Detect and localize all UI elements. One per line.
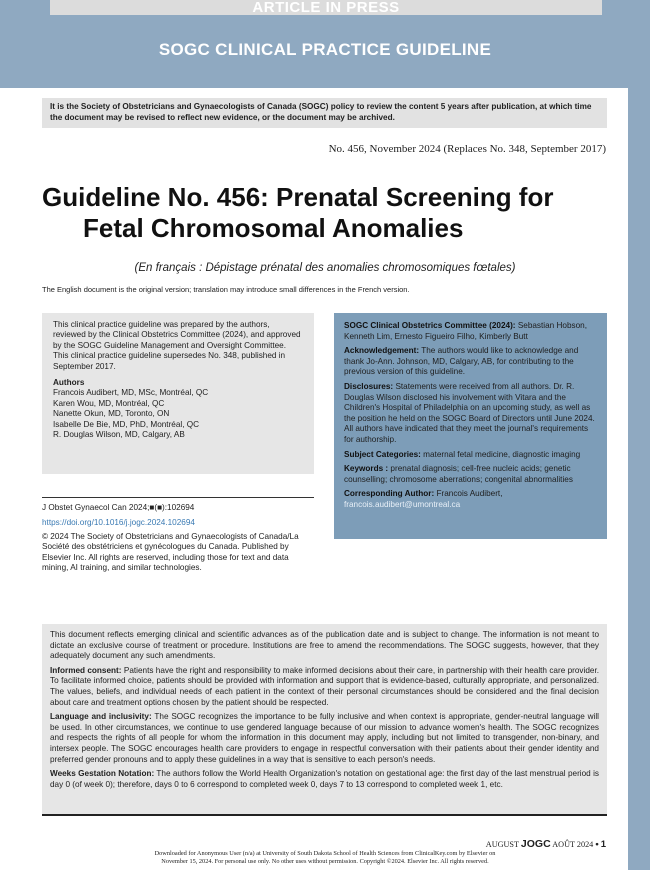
language-paragraph xyxy=(50,712,599,765)
acknowledgement-text: The authors would like to acknowledge and thank Jo-Ann. Johnson, MD, Calgary, AB, for contributing to the previous version of this guideline. xyxy=(344,346,579,377)
page-number: 1 xyxy=(600,839,606,850)
disclosures-text: Statements were received from all authors. Dr. R. Douglas Wilson disclosed his involvement with Vitara and the Children's Hospital of Philadelphia on an upcoming study, as well as the position he held on the SOGC Board of Directors until June 2024. All authors have indicated that they meet the journal's requirements for authorship. xyxy=(344,381,595,444)
acknowledgement-paragraph xyxy=(344,346,597,378)
author-item: R. Douglas Wilson, MD, Calgary, AB xyxy=(53,430,185,440)
download-line-2: November 15, 2024. For personal use only. No other uses without permission. Copyright ©2024. Elsevier Inc. All rights reserved. xyxy=(161,858,489,865)
subject-text: maternal fetal medicine, diagnostic imaging xyxy=(423,449,581,459)
journal-citation: J Obstet Gynaecol Can 2024;■(■):102694 xyxy=(42,503,195,512)
committee-info-box xyxy=(334,313,607,539)
corresponding-text: Francois Audibert, xyxy=(436,489,503,499)
author-item: Francois Audibert, MD, MSc, Montréal, QC xyxy=(53,388,209,398)
page-title xyxy=(42,182,602,244)
disclosures-paragraph xyxy=(344,382,597,446)
doi-link[interactable]: https://doi.org/10.1016/j.jogc.2024.102694 xyxy=(42,518,195,527)
preparation-box xyxy=(42,313,314,474)
preparation-text: This clinical practice guideline was prepared by the authors, reviewed by the Clinical Obstetrics Committee (2024), and approved by the SOGC Guideline Management and Oversight Committee. xyxy=(53,320,301,350)
informed-consent-paragraph xyxy=(50,666,599,708)
corresponding-email-link[interactable]: francois.audibert@umontreal.ca xyxy=(344,499,461,509)
title-line-1: Guideline No. 456: Prenatal Screening for xyxy=(42,182,554,212)
footer-month-fr: AOÛT 2024 xyxy=(552,840,594,849)
series-label: SOGC CLINICAL PRACTICE GUIDELINE xyxy=(158,40,492,59)
disclaimer-box xyxy=(42,624,607,814)
keywords-text: prenatal diagnosis; cell-free nucleic acids; genetic counselling; chromosome aberrations; congenital abnormalities xyxy=(344,464,573,484)
download-line-1: Downloaded for Anonymous User (n/a) at University of South Dakota School of Health Sciences from ClinicalKey.com by Elsevier on xyxy=(154,850,496,857)
weeks-text: The authors follow the World Health Organization's notation on gestational age: the first day of the last menstrual period is day 0 (of week 0); therefore, days 0 to 6 correspond to completed week 0, days 7 to 13 correspond to completed week 1, etc. xyxy=(50,769,599,789)
issue-line: No. 456, November 2024 (Replaces No. 348, September 2017) xyxy=(328,143,606,155)
author-item: Karen Wou, MD, Montréal, QC xyxy=(53,398,165,408)
supersedes-text: This clinical practice guideline supersedes No. 348, published in September 2017. xyxy=(53,351,286,371)
title-line-2: Fetal Chromosomal Anomalies xyxy=(83,213,464,243)
corresponding-label: Corresponding Author: xyxy=(344,489,435,499)
english-version-note: The English document is the original version; translation may introduce small differences in the French version. xyxy=(42,285,410,294)
language-label: Language and inclusivity: xyxy=(50,712,152,722)
disclaimer-intro: This document reflects emerging clinical and scientific advances as of the publication date and is subject to change. The information is not meant to dictate an exclusive course of treatment or procedure. Institutions are free to amend the recommendations. The SOGC suggests, however, that they adequately document any such amendments. xyxy=(50,630,599,661)
language-text: The SOGC recognizes the importance to be fully inclusive and when context is appropriate, gender-neutral language will be used. In other circumstances, we continue to use gendered language because of our mission to advance women's health. The SOGC recognizes and respects the rights of all people for whom the information in this document may apply, including but not limited to transgender, non-binary, and intersex people. The SOGC encourages health care providers to engage in respectful conversation with their patients about their gender identity and preferred gender pronouns and to apply these guidelines in a way that is sensitive to each person's needs. xyxy=(50,712,600,764)
acknowledgement-label: Acknowledgement: xyxy=(344,346,420,356)
author-item: Isabelle De Bie, MD, PhD, Montréal, QC xyxy=(53,419,200,429)
keywords-label: Keywords : xyxy=(344,464,389,474)
committee-paragraph xyxy=(344,321,597,342)
keywords-paragraph xyxy=(344,464,597,485)
footer-month-en: AUGUST xyxy=(485,840,519,849)
committee-label: SOGC Clinical Obstetrics Committee (2024): xyxy=(344,321,516,330)
bullet-separator: • xyxy=(595,839,599,850)
subject-paragraph xyxy=(344,450,597,461)
download-notice xyxy=(0,850,650,866)
bottom-rule xyxy=(42,814,607,816)
right-edge-strip xyxy=(628,0,650,870)
policy-note: It is the Society of Obstetricians and Gynaecologists of Canada (SOGC) policy to review the content 5 years after publication, at which time the document may be revised to reflect new evidence, or the document may be archived. xyxy=(42,98,607,128)
authors-heading: Authors xyxy=(53,378,85,388)
weeks-paragraph xyxy=(50,769,599,790)
journal-logo: JOGC xyxy=(520,838,551,850)
informed-consent-label: Informed consent: xyxy=(50,665,122,675)
corresponding-paragraph xyxy=(344,489,597,510)
author-item: Nanette Okun, MD, Toronto, ON xyxy=(53,409,170,419)
page-footer xyxy=(0,838,606,850)
french-title: (En français : Dépistage prénatal des anomalies chromosomiques fœtales) xyxy=(134,262,516,274)
informed-consent-text: Patients have the right and responsibility to make informed decisions about their care, in partnership with their health care provider. To facilitate informed choice, patients should be provided with information and support that is evidence-based, culturally appropriate, and personalized. The values, beliefs, and individual needs of each patient in the context of their personal circumstances should be considered and the final decision about care and treatment options chosen by the patient should be respected. xyxy=(50,665,599,707)
citation-divider xyxy=(42,497,314,498)
subject-label: Subject Categories: xyxy=(344,449,421,459)
article-in-press-banner: ARTICLE IN PRESS xyxy=(50,0,602,15)
disclosures-label: Disclosures: xyxy=(344,381,394,391)
copyright-notice: © 2024 The Society of Obstetricians and Gynaecologists of Canada/La Société des obstétriciens et gynécologues du Canada. Published by Elsevier Inc. All rights are reserved, including those for text and data mining, AI training, and similar technologies. xyxy=(42,532,299,573)
committee-text: Sebastian Hobson, Kenneth Lim, Ernesto Figueiro Filho, Kimberly Butt xyxy=(344,321,587,341)
weeks-label: Weeks Gestation Notation: xyxy=(50,769,155,779)
